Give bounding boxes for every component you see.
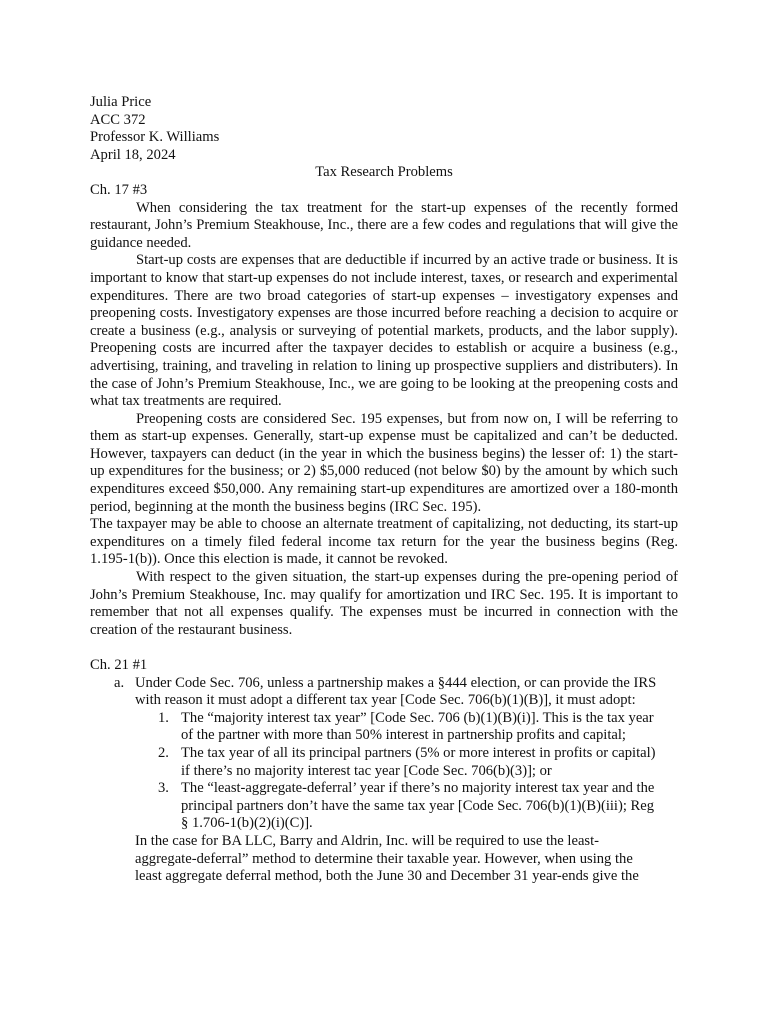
document-title: Tax Research Problems	[315, 164, 453, 181]
numbered-item-2	[90, 745, 678, 780]
list-item-text-line: Under Code Sec. 706, unless a partnership makes a §444 election, or can provide the IRS	[135, 674, 657, 691]
blank-line	[90, 639, 678, 657]
course-code: ACC 372	[90, 111, 146, 128]
section-heading-ch21: Ch. 21 #1	[90, 657, 148, 673]
closing-paragraph	[90, 833, 678, 886]
list-item-text-line: The tax year of all its principal partners (5% or more interest in profits or capital)	[181, 744, 656, 761]
list-item-text-line: The “least-aggregate-deferral’ year if there’s no majority interest tax year and the	[181, 780, 655, 797]
list-marker: 3.	[158, 780, 169, 797]
list-item-text-line: § 1.706-1(b)(2)(i)(C)].	[181, 815, 313, 832]
paragraph-alternate-treatment: The taxpayer may be able to choose an alternate treatment of capitalizing, not deducting, its start-up expenditures on a timely filed federal income tax return for the year the business begins (Reg. 1.195-1(b)). Once this election is made, it cannot be revoked.	[90, 516, 678, 568]
list-item-text-line: of the partner with more than 50% interest in partnership profits and capital;	[181, 727, 626, 744]
author-name: Julia Price	[90, 94, 152, 110]
document-body	[90, 94, 678, 886]
paragraph-conclusion: With respect to the given situation, the start-up expenses during the pre-opening period of John’s Premium Steakhouse, Inc. may qualify for amortization und IRC Sec. 195. It is important to remember that not all expenses qualify. The expenses must be incurred in connection with the creation of the restaurant business.	[90, 569, 678, 638]
document-date: April 18, 2024	[90, 146, 176, 163]
closing-line: In the case for BA LLC, Barry and Aldrin, Inc. will be required to use the least-	[135, 832, 600, 849]
paragraph-startup-costs: Start-up costs are expenses that are deductible if incurred by an active trade or business. It is important to know that start-up expenses do not include interest, taxes, or research and experimental expenditures. There are two broad categories of start-up expenses – investigatory expenses and preopening costs. Investigatory expenses are those incurred before reaching a decision to acquire or create a business (e.g., analysis or surveying of potential markets, products, and the labor supply). Preopening costs are incurred after the taxpayer decides to establish or acquire a business (e.g., advertising, training, and traveling in relation to lining up prospective suppliers and distributers). In the case of John’s Premium Steakhouse, Inc., we are going to be looking at the preopening costs and what tax treatments are required.	[90, 252, 678, 410]
list-item-a	[90, 675, 678, 710]
list-item-text-line: The “majority interest tax year” [Code Sec. 706 (b)(1)(B)(i)]. This is the tax year	[181, 709, 654, 726]
paragraph-preopening-costs: Preopening costs are considered Sec. 195 expenses, but from now on, I will be referring to them as start-up expenses. Generally, start-up expense must be capitalized and can’t be deducted. However, taxpayers can deduct (in the year in which the business begins) the lesser of: 1) the start-up expenditures for the business; or 2) $5,000 reduced (not below $0) by the amount by which such expenditures exceed $50,000. Any remaining start-up expenditures are amortized over a 180-month period, beginning at the month the business begins (IRC Sec. 195).	[90, 410, 678, 515]
section-heading-ch17: Ch. 17 #3	[90, 181, 148, 198]
professor-name: Professor K. Williams	[90, 129, 220, 146]
list-item-text-line: with reason it must adopt a different tax year [Code Sec. 706(b)(1)(B)], it must adopt:	[135, 692, 636, 709]
list-item-text-line: if there’s no majority interest tac year [Code Sec. 706(b)(3)]; or	[181, 762, 552, 779]
paragraph-intro: When considering the tax treatment for the start-up expenses of the recently formed restaurant, John’s Premium Steakhouse, Inc., there are a few codes and regulations that will give the guidance needed.	[90, 199, 678, 251]
numbered-item-3	[90, 780, 678, 833]
closing-line: least aggregate deferral method, both the June 30 and December 31 year-ends give the	[135, 868, 639, 885]
list-marker: a.	[114, 674, 125, 691]
list-marker: 1.	[158, 709, 169, 726]
closing-line: aggregate-deferral” method to determine their taxable year. However, when using the	[135, 850, 633, 867]
list-item-text-line: principal partners don’t have the same tax year [Code Sec. 706(b)(1)(B)(iii); Reg	[181, 797, 655, 814]
list-marker: 2.	[158, 744, 169, 761]
numbered-item-1	[90, 710, 678, 745]
